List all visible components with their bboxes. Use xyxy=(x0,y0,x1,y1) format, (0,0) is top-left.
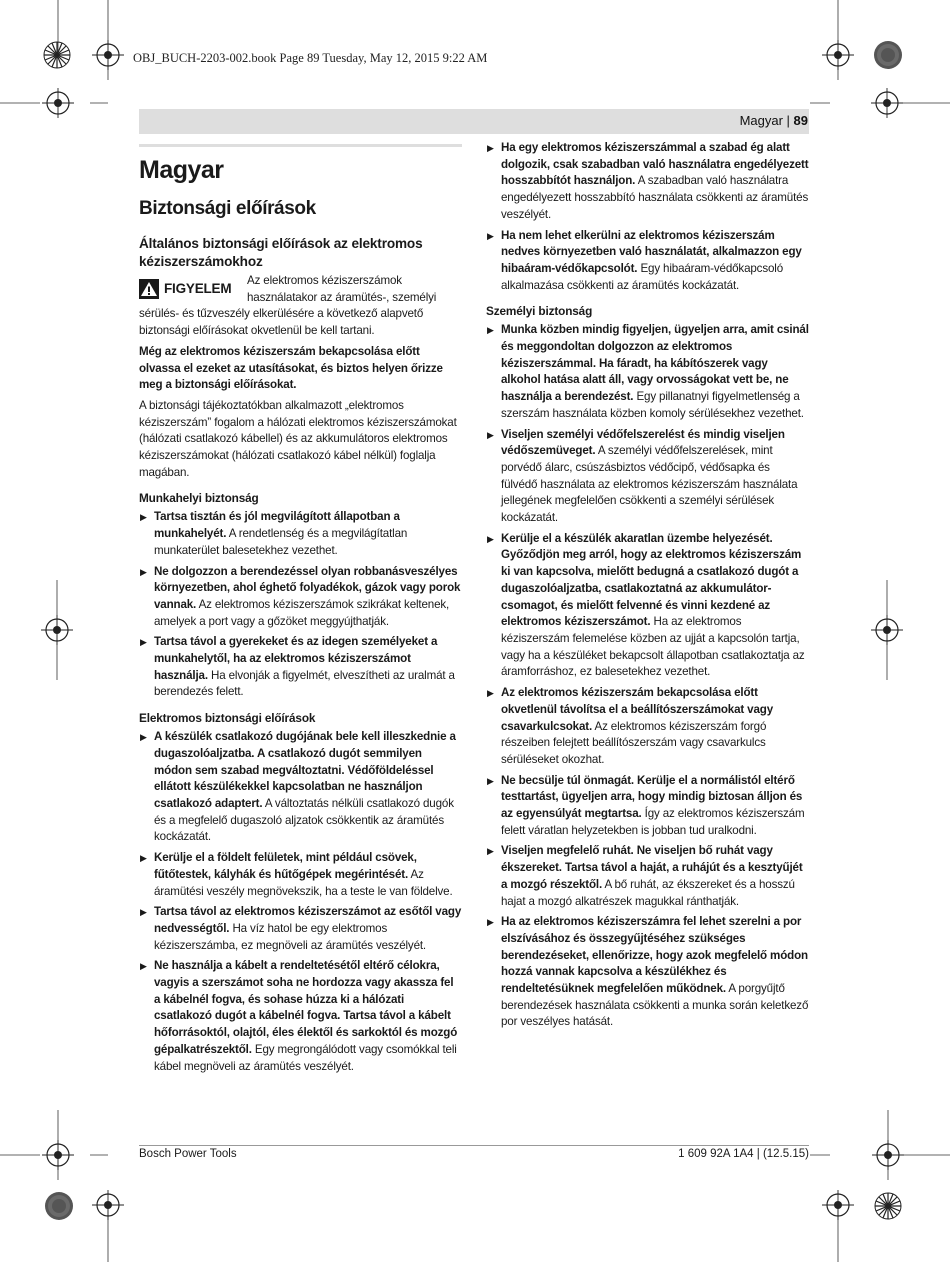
subsection-title: Általános biztonsági előírások az elektromos kéziszerszámokhoz xyxy=(139,236,423,269)
electrical-list-left xyxy=(139,729,462,1075)
list-item xyxy=(486,685,809,769)
list-item xyxy=(139,850,462,900)
item-bold: Tartsa távol az elektromos kéziszerszámot az esőtől vagy nedvességtől. xyxy=(154,905,462,935)
list-item xyxy=(486,427,809,527)
workplace-list xyxy=(139,509,462,701)
item-text: A porgyűjtő berendezések használata csökkenti a munka során keletkező por veszélyes hatását. xyxy=(501,982,809,1029)
item-text: Ha az elektromos kéziszerszám felemelése közben az ujját a kapcsolón tartja, vagy ha a készüléket bekapcsolt állapotban csatlakoztatja az áramforráshoz, ez balesetekhez vezethet. xyxy=(501,615,805,679)
item-text: Az elektromos kéziszerszám forgó részeiben felejtett beállítószerszám vagy csavarkulcs sérüléseket okozhat. xyxy=(501,719,767,766)
item-bold: Viseljen megfelelő ruhát. Ne viseljen bő ruhát vagy ékszereket. Tartsa távol a haját, a ruhájút és a kesztyűjét a mozgó részektől. xyxy=(501,844,803,891)
warning-badge xyxy=(139,278,239,300)
list-item xyxy=(139,564,462,631)
list-item xyxy=(139,509,462,559)
registration-mark-bottom-right xyxy=(810,1110,950,1262)
item-text: Egy megrongálódott vagy csomókkal teli kábel megnöveli az áramütés veszélyét. xyxy=(154,1042,457,1073)
item-bold: Ne becsülje túl önmagát. Kerülje el a normálistól eltérő testtartást, ügyeljen arra, hogy mindig biztosan álljon és az egyensúlyát megtartsa. xyxy=(501,773,803,821)
item-text: Egy hibaáram-védőkapcsoló alkalmazása csökkenti az áramütés kockázatát. xyxy=(501,261,783,292)
list-item xyxy=(139,958,462,1075)
item-bold: Ha az elektromos kéziszerszámra fel lehet szerelni a por elszívásához és összegyűjtéséhez szükséges berendezéseket, ellenőrizze, hogy azok megfelelő módon hozzá vannak kapcsolva a készülékhez és rendeltetésüknek megfelelően működnek. xyxy=(501,915,808,996)
item-text: Egy pillanatnyi figyelmetlenség a szerszám használata közben komoly sérülésekhez vezethet. xyxy=(501,390,804,420)
registration-mark-bottom-left xyxy=(0,1110,140,1262)
footer-left: Bosch Power Tools xyxy=(139,1148,237,1160)
warning-word: FIGYELEM xyxy=(164,280,232,296)
list-item xyxy=(486,228,809,295)
list-item xyxy=(486,773,809,840)
item-bold: Munka közben mindig figyeljen, ügyeljen arra, amit csinál és meggondoltan dolgozzon az elektromos kéziszerszámmal. Ha fáradt, ha kábítószerek vagy alkohol hatása alatt áll, vagy orvosságokat vett be, ne használja a berendezést. xyxy=(501,323,809,404)
list-item xyxy=(486,914,809,1031)
footer-rule xyxy=(139,1145,809,1146)
warning-block xyxy=(139,273,462,340)
list-item xyxy=(486,140,809,224)
item-bold: Kerülje el a földelt felületek, mint például csövek, fűtőtestek, kályhák és hűtőgépek megérintését. xyxy=(154,851,417,881)
item-text: A személyi védőfelszerelések, mint porvédő álarc, csúszásbiztos védőcipő, védősapka és fülvédő használata az elektromos kéziszerszám használata jellegének megfelelően csökkenti a személyi sérülések kockázatát. xyxy=(501,444,798,525)
list-item xyxy=(139,634,462,701)
list-item xyxy=(486,322,809,422)
electrical-list-right xyxy=(486,140,809,294)
item-bold: Ne dolgozzon a berendezéssel olyan robbanásveszélyes környezetben, ahol éghető folyadékok, gázok vagy porok vannak. xyxy=(154,564,461,611)
personal-list xyxy=(486,322,809,1031)
item-text: A bő ruhát, az ékszereket és a hosszú hajat a mozgó alkatrészek magukkal ránthatják. xyxy=(501,877,795,908)
intro-text: A biztonsági tájékoztatókban alkalmazott „elektromos kéziszerszám” fogalom a hálózati elektromos kéziszerszámokat (hálózati csatlakozó kábellel) és az akkumulátoros elektromos kéziszerszámokat (hálózati csatlakozó kábel nélkül) foglalja magában. xyxy=(139,398,457,479)
left-column xyxy=(139,140,462,1079)
item-text: A rendetlenség és a megvilágítatlan munkaterület balesetekhez vezethet. xyxy=(154,527,408,557)
item-bold: Ne használja a kábelt a rendeltetésétől eltérő célokra, vagyis a szerszámot soha ne hordozza vagy akassza fel a kábelnél fogva, és sohase húzza ki a hálózati csatlakozó dugót a kábelnél fogva. Tartsa távol a kábelt hőforrásoktól, olajtól, éles élektől és sarkoktól és mozgó gépalkatrészektől. xyxy=(154,959,458,1056)
language-title: Magyar xyxy=(139,156,224,184)
list-item xyxy=(486,843,809,910)
right-column xyxy=(486,140,809,1035)
item-bold: Viseljen személyi védőfelszerelést és mindig viseljen védőszemüveget. xyxy=(501,427,785,458)
registration-mark-top-right xyxy=(810,0,950,140)
item-bold: Ha nem lehet elkerülni az elektromos kéziszerszám nedves környezetben való használatát, alkalmazzon egy hibaáram-védőkapcsolót. xyxy=(501,228,802,275)
list-item xyxy=(139,904,462,954)
item-bold: Tartsa távol a gyerekeket és az idegen személyeket a munkahelytől, ha az elektromos kéziszerszámot használja. xyxy=(154,635,438,682)
item-text: A változtatás nélküli csatlakozó dugók és a megfelelő dugaszoló aljzatok csökkentik az áramütés kockázatát. xyxy=(154,796,454,844)
page-number: 89 xyxy=(793,113,808,128)
item-bold: A készülék csatlakozó dugójának bele kell illeszkednie a dugaszolóaljzatba. A csatlakozó dugót semmilyen módon sem szabad megváltoztatni. Védőföldeléssel ellátott készülékekkel kapcsolatban ne használjon csatlakozó adaptert. xyxy=(154,730,456,810)
item-text: Így az elektromos kéziszerszám felett váratlan helyzetekben is jobban tud uralkodni. xyxy=(501,807,805,837)
item-text: Az elektromos kéziszerszámok szikrákat keltenek, amelyek a port vagy a gőzöket meggyújthatják. xyxy=(154,597,450,628)
header-band xyxy=(139,109,809,134)
list-item xyxy=(486,531,809,681)
item-text: A szabadban való használatra engedélyezett hosszabbító használata csökkenti az áramütés veszélyét. xyxy=(501,174,809,221)
intro-bold: Még az elektromos kéziszerszám bekapcsolása előtt olvassa el ezeket az utasításokat, és biztos helyen őrizze meg a biztonsági előírásokat. xyxy=(139,344,443,392)
registration-mark-mid-right xyxy=(868,580,918,680)
item-text: Ha víz hatol be egy elektromos kéziszerszámba, ez megnöveli az áramütés veszélyét. xyxy=(154,921,427,952)
workplace-heading: Munkahelyi biztonság xyxy=(139,491,259,506)
print-slug: OBJ_BUCH-2203-002.book Page 89 Tuesday, May 12, 2015 9:22 AM xyxy=(133,51,488,65)
item-text: Ha elvonják a figyelmét, elveszítheti az uralmát a berendezés felett. xyxy=(154,668,455,699)
item-bold: Az elektromos kéziszerszám bekapcsolása előtt okvetlenül távolítsa el a beállítószerszámokat vagy csavarkulcsokat. xyxy=(501,686,774,733)
item-text: Az áramütési veszély megnövekszik, ha a teste le van földelve. xyxy=(154,867,453,898)
warning-triangle-icon xyxy=(139,279,159,299)
electrical-heading: Elektromos biztonsági előírások xyxy=(139,711,316,726)
item-bold: Kerülje el a készülék akaratlan üzembe helyezését. Győződjön meg arról, hogy az elektromos kéziszerszám ki van kapcsolva, mielőtt bedugná a csatlakozó dugót a dugaszolóaljzatba, csatlakoztatná az akkumulátor-csomagot, és mielőtt felvenné és vinni kezdené az elektromos kéziszerszámot. xyxy=(501,531,802,629)
section-title: Biztonsági előírások xyxy=(139,198,316,219)
header-language: Magyar xyxy=(739,113,783,128)
item-bold: Tartsa tisztán és jól megvilágított állapotban a munkahelyét. xyxy=(154,510,400,541)
registration-mark-mid-left xyxy=(30,580,80,680)
footer-right: 1 609 92A 1A4 | (12.5.15) xyxy=(678,1148,809,1160)
list-item xyxy=(139,729,462,846)
page-header: Magyar | 89 xyxy=(739,113,808,128)
item-bold: Ha egy elektromos kéziszerszámmal a szabad ég alatt dolgozik, csak szabadban való használatra engedélyezett hosszabbítót használjon. xyxy=(501,141,809,188)
warning-text: Az elektromos kéziszerszámok használatakor az áramütés-, személyi sérülés- és tűzveszély elkerülésére a következő alapvető biztonsági előírásokat okvetlenül be kell tartani. xyxy=(139,274,437,338)
registration-mark-top-left xyxy=(0,0,140,140)
personal-heading: Személyi biztonság xyxy=(486,304,593,319)
column-rule xyxy=(139,144,462,147)
